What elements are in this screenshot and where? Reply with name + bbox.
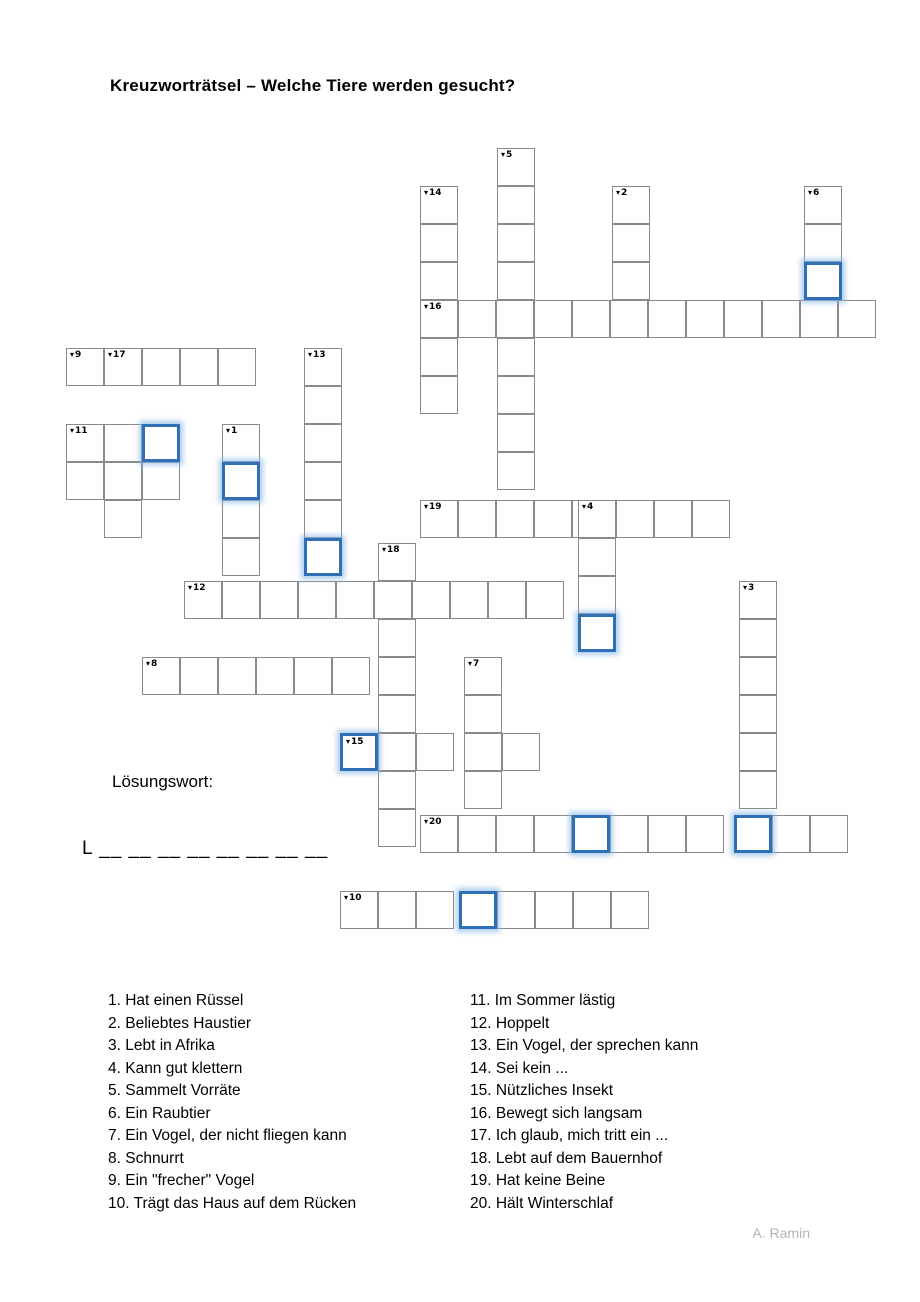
crossword-cell[interactable] [458, 500, 496, 538]
crossword-cell[interactable] [686, 300, 724, 338]
crossword-cell[interactable] [222, 538, 260, 576]
crossword-cell[interactable] [304, 462, 342, 500]
clue-item: 16. Bewegt sich langsam [470, 1104, 643, 1122]
crossword-cell-start-3[interactable] [739, 581, 777, 619]
crossword-cell[interactable] [450, 581, 488, 619]
crossword-cell[interactable] [142, 348, 180, 386]
crossword-cell[interactable] [724, 300, 762, 338]
clue-number-5: ▾ 5 [501, 150, 512, 160]
clue-item: 3. Lebt in Afrika [108, 1037, 215, 1054]
crossword-cell[interactable] [497, 891, 535, 929]
crossword-cell[interactable] [739, 657, 777, 695]
crossword-cell[interactable] [578, 614, 616, 652]
crossword-cell[interactable] [104, 424, 142, 462]
clue-item: 19. Hat keine Beine [470, 1172, 606, 1189]
crossword-cell[interactable] [502, 733, 540, 771]
crossword-cell-start-1[interactable] [222, 424, 260, 462]
crossword-cell-start-2[interactable] [612, 186, 650, 224]
crossword-cell[interactable] [648, 815, 686, 853]
clue-number-3: ▾ 3 [743, 583, 754, 593]
clue-item: 7. Ein Vogel, der nicht fliegen kann [108, 1127, 347, 1144]
crossword-cell[interactable] [304, 424, 342, 462]
crossword-cell[interactable] [412, 581, 450, 619]
crossword-cell[interactable] [218, 657, 256, 695]
clue-item: 11. Im Sommer lästig [470, 992, 616, 1009]
crossword-cell[interactable] [336, 581, 374, 619]
crossword-cell[interactable] [416, 733, 454, 771]
crossword-cell[interactable] [610, 300, 648, 338]
crossword-cell[interactable] [804, 262, 842, 300]
crossword-cell[interactable] [800, 300, 838, 338]
clue-number-10: ▾ 10 [344, 893, 362, 903]
solution-word-label: Lösungswort: [112, 772, 214, 791]
clue-number-8: ▾ 8 [146, 659, 157, 669]
crossword-cell-start-9[interactable] [66, 348, 104, 386]
crossword-cell[interactable] [378, 891, 416, 929]
crossword-cell-start-6[interactable] [804, 186, 842, 224]
clue-number-14: ▾ 14 [424, 188, 442, 198]
crossword-cell[interactable] [496, 300, 534, 338]
crossword-cell[interactable] [534, 815, 572, 853]
crossword-cell-start-11[interactable] [66, 424, 104, 462]
crossword-cell-start-10[interactable] [340, 891, 378, 929]
crossword-cell[interactable] [459, 891, 497, 929]
crossword-cell-start-15[interactable] [340, 733, 378, 771]
clue-item: 9. Ein "frecher" Vogel [108, 1172, 255, 1189]
crossword-cell[interactable] [104, 462, 142, 500]
clue-item: 5. Sammelt Vorräte [108, 1082, 241, 1099]
crossword-cell[interactable] [739, 733, 777, 771]
crossword-cell[interactable] [218, 348, 256, 386]
clue-item: 14. Sei kein ... [470, 1059, 569, 1077]
clue-number-4: ▾ 4 [582, 502, 593, 512]
crossword-cell[interactable] [654, 500, 692, 538]
crossword-cell[interactable] [304, 538, 342, 576]
clue-number-9: ▾ 9 [70, 350, 81, 360]
clue-item: 13. Ein Vogel, der sprechen kann [470, 1037, 699, 1054]
crossword-cell[interactable] [573, 891, 611, 929]
page-title: Kreuzworträtsel – Welche Tiere werden gesucht? [110, 76, 516, 95]
crossword-cell[interactable] [610, 815, 648, 853]
clue-item: 15. Nützliches Insekt [470, 1082, 614, 1099]
crossword-cell[interactable] [222, 500, 260, 538]
crossword-cell-start-12[interactable] [184, 581, 222, 619]
crossword-cell[interactable] [572, 815, 610, 853]
clue-number-2: ▾ 2 [616, 188, 627, 198]
crossword-cell[interactable] [497, 414, 535, 452]
clue-number-15: ▾ 15 [346, 737, 364, 747]
crossword-cell[interactable] [420, 224, 458, 262]
clue-item: 1. Hat einen Rüssel [108, 992, 244, 1009]
crossword-cell[interactable] [762, 300, 800, 338]
crossword-cell[interactable] [374, 581, 412, 619]
crossword-cell[interactable] [838, 300, 876, 338]
clue-item: 6. Ein Raubtier [108, 1104, 211, 1122]
crossword-cell[interactable] [497, 186, 535, 224]
crossword-cell[interactable] [526, 581, 564, 619]
clue-item: 17. Ich glaub, mich tritt ein ... [470, 1127, 669, 1144]
crossword-cell-start-5[interactable] [497, 148, 535, 186]
crossword-cell[interactable] [497, 262, 535, 300]
crossword-cell[interactable] [298, 581, 336, 619]
crossword-cell[interactable] [611, 891, 649, 929]
crossword-cell[interactable] [180, 657, 218, 695]
clue-number-7: ▾ 7 [468, 659, 479, 669]
crossword-cell[interactable] [142, 462, 180, 500]
crossword-cell[interactable] [616, 500, 654, 538]
crossword-cell[interactable] [534, 500, 572, 538]
crossword-cell-start-18[interactable] [378, 543, 416, 581]
clue-item: 2. Beliebtes Haustier [108, 1014, 252, 1032]
crossword-cell[interactable] [304, 500, 342, 538]
crossword-cell-start-7[interactable] [464, 657, 502, 695]
clue-item: 20. Hält Winterschlaf [470, 1194, 613, 1212]
clue-number-17: ▾ 17 [108, 350, 126, 360]
crossword-cell[interactable] [535, 891, 573, 929]
crossword-cell[interactable] [497, 338, 535, 376]
crossword-cell[interactable] [464, 695, 502, 733]
crossword-cell[interactable] [692, 500, 730, 538]
crossword-cell-start-14[interactable] [420, 186, 458, 224]
clue-number-16: ▾ 16 [424, 302, 442, 312]
crossword-cell[interactable] [464, 771, 502, 809]
crossword-cell[interactable] [104, 500, 142, 538]
crossword-cell[interactable] [772, 815, 810, 853]
crossword-cell[interactable] [572, 300, 610, 338]
crossword-cell[interactable] [734, 815, 772, 853]
crossword-cell[interactable] [222, 462, 260, 500]
crossword-cell[interactable] [420, 338, 458, 376]
solution-word-blanks: L __ __ __ __ __ __ __ __ [82, 838, 329, 859]
crossword-cell[interactable] [804, 224, 842, 262]
crossword-cell[interactable] [420, 262, 458, 300]
clue-column-right [470, 990, 698, 1215]
clue-number-11: ▾ 11 [70, 426, 88, 436]
crossword-cell-start-17[interactable] [104, 348, 142, 386]
crossword-cell[interactable] [66, 462, 104, 500]
clue-column-left [108, 990, 356, 1215]
clue-item: 8. Schnurrt [108, 1149, 184, 1167]
clue-number-19: ▾ 19 [424, 502, 442, 512]
crossword-cell[interactable] [612, 224, 650, 262]
crossword-cell[interactable] [534, 300, 572, 338]
crossword-cell-start-8[interactable] [142, 657, 180, 695]
clue-number-20: ▾ 20 [424, 817, 442, 827]
crossword-cell[interactable] [739, 619, 777, 657]
crossword-cell[interactable] [739, 771, 777, 809]
crossword-cell[interactable] [260, 581, 298, 619]
crossword-cell[interactable] [304, 386, 342, 424]
crossword-cell-start-4[interactable] [578, 500, 616, 538]
crossword-cell-start-19[interactable] [420, 500, 458, 538]
crossword-cell[interactable] [142, 424, 180, 462]
crossword-cell[interactable] [378, 695, 416, 733]
crossword-cell[interactable] [497, 452, 535, 490]
crossword-cell[interactable] [810, 815, 848, 853]
crossword-cell[interactable] [378, 619, 416, 657]
crossword-cell[interactable] [222, 581, 260, 619]
clue-number-1: ▾ 1 [226, 426, 237, 436]
crossword-cell[interactable] [578, 576, 616, 614]
crossword-cell[interactable] [488, 581, 526, 619]
crossword-cell[interactable] [497, 376, 535, 414]
crossword-cell[interactable] [458, 300, 496, 338]
crossword-cell[interactable] [648, 300, 686, 338]
crossword-cell[interactable] [416, 891, 454, 929]
crossword-cell-start-16[interactable] [420, 300, 458, 338]
clue-number-18: ▾ 18 [382, 545, 400, 555]
clue-item: 4. Kann gut klettern [108, 1059, 243, 1077]
clue-number-12: ▾ 12 [188, 583, 206, 593]
crossword-cell[interactable] [294, 657, 332, 695]
crossword-cell[interactable] [496, 815, 534, 853]
crossword-cell-start-13[interactable] [304, 348, 342, 386]
clue-number-13: ▾ 13 [308, 350, 326, 360]
crossword-cell[interactable] [378, 771, 416, 809]
crossword-cell[interactable] [420, 376, 458, 414]
crossword-cell[interactable] [378, 733, 416, 771]
crossword-cell[interactable] [686, 815, 724, 853]
crossword-cell[interactable] [458, 815, 496, 853]
clue-item: 12. Hoppelt [470, 1014, 550, 1032]
clue-item: 10. Trägt das Haus auf dem Rücken [108, 1194, 357, 1212]
crossword-cell[interactable] [180, 348, 218, 386]
author-credit: A. Ramin [752, 1225, 810, 1241]
clue-item: 18. Lebt auf dem Bauernhof [470, 1149, 663, 1167]
crossword-cell-start-20[interactable] [420, 815, 458, 853]
crossword-cell[interactable] [496, 500, 534, 538]
crossword-cell[interactable] [378, 809, 416, 847]
crossword-cell[interactable] [612, 262, 650, 300]
crossword-cell[interactable] [464, 733, 502, 771]
crossword-cell[interactable] [497, 224, 535, 262]
crossword-cell[interactable] [256, 657, 294, 695]
crossword-cell[interactable] [332, 657, 370, 695]
crossword-cell[interactable] [739, 695, 777, 733]
crossword-cell[interactable] [378, 657, 416, 695]
clue-number-6: ▾ 6 [808, 188, 819, 198]
crossword-cell[interactable] [578, 538, 616, 576]
